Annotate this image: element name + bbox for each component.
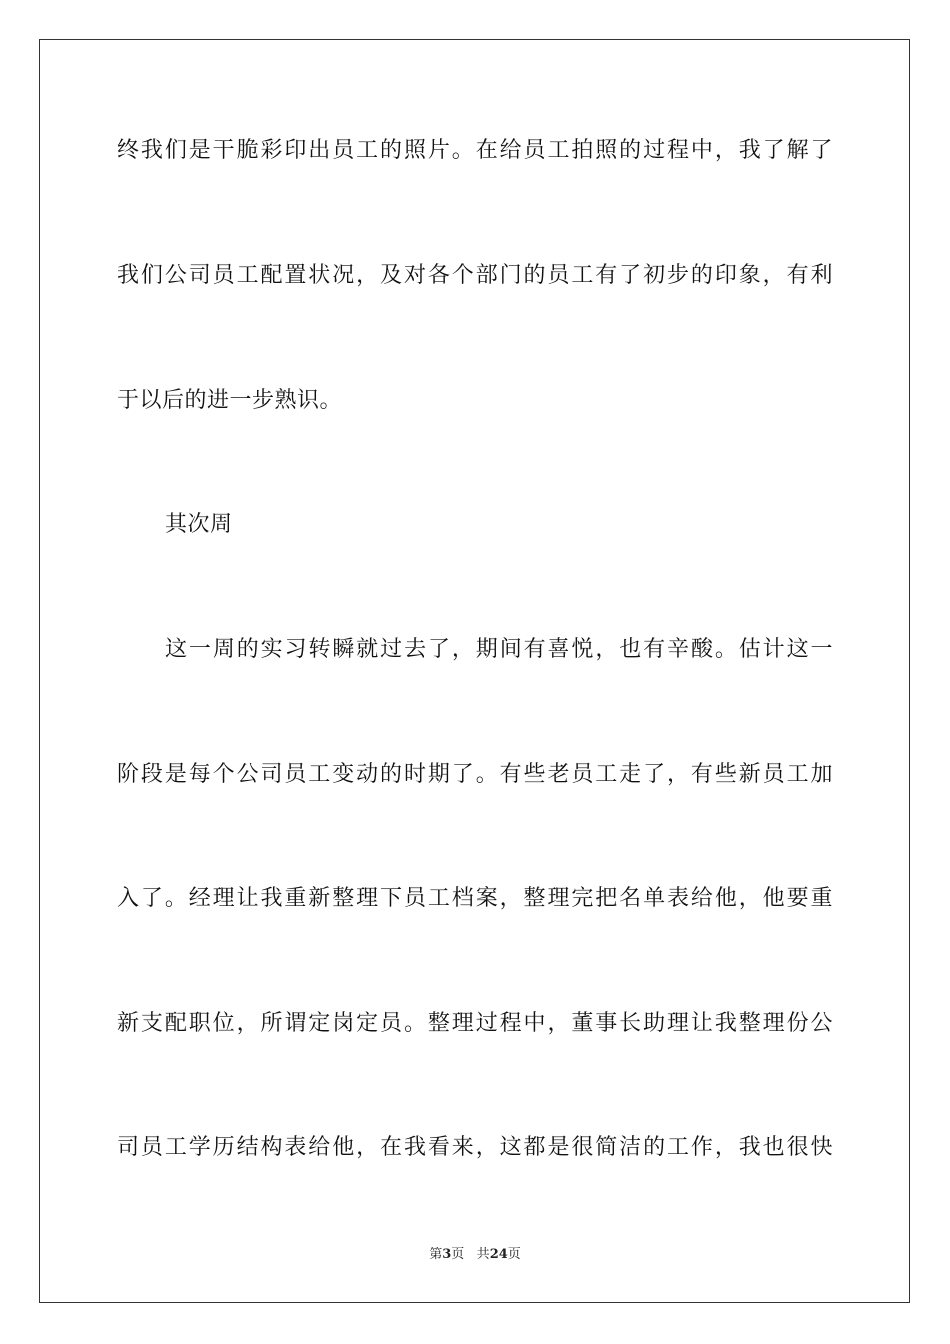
footer-page-suffix: 页 [451,1247,465,1262]
paragraph-2-line-5: 司员工学历结构表给他，在我看来，这都是很简洁的工作，我也很快 [117,1135,833,1160]
paragraph-1-line-2: 我们公司员工配置状况，及对各个部门的员工有了初步的印象，有利 [117,263,833,288]
paragraph-2-line-2: 阶段是每个公司员工变动的时期了。有些老员工走了，有些新员工加 [117,762,833,787]
footer-page-number: 3 [442,1247,452,1262]
section-heading: 其次周 [165,512,233,537]
page-border [39,39,910,1303]
paragraph-2-line-3: 入了。经理让我重新整理下员工档案，整理完把名单表给他，他要重 [117,886,833,911]
page-footer [0,1246,950,1264]
footer-page-prefix: 第 [429,1247,443,1262]
footer-total-suffix: 页 [507,1247,521,1262]
paragraph-2-line-4: 新支配职位，所谓定岗定员。整理过程中，董事长助理让我整理份公 [117,1011,833,1036]
footer-total-pages: 24 [489,1247,508,1262]
paragraph-2-line-1: 这一周的实习转瞬就过去了，期间有喜悦，也有辛酸。估计这一 [165,637,833,662]
footer-total-prefix: 共 [476,1247,490,1262]
paragraph-1-line-1: 终我们是干脆彩印出员工的照片。在给员工拍照的过程中，我了解了 [117,138,833,163]
paragraph-1-line-3: 于以后的进一步熟识。 [117,388,343,413]
